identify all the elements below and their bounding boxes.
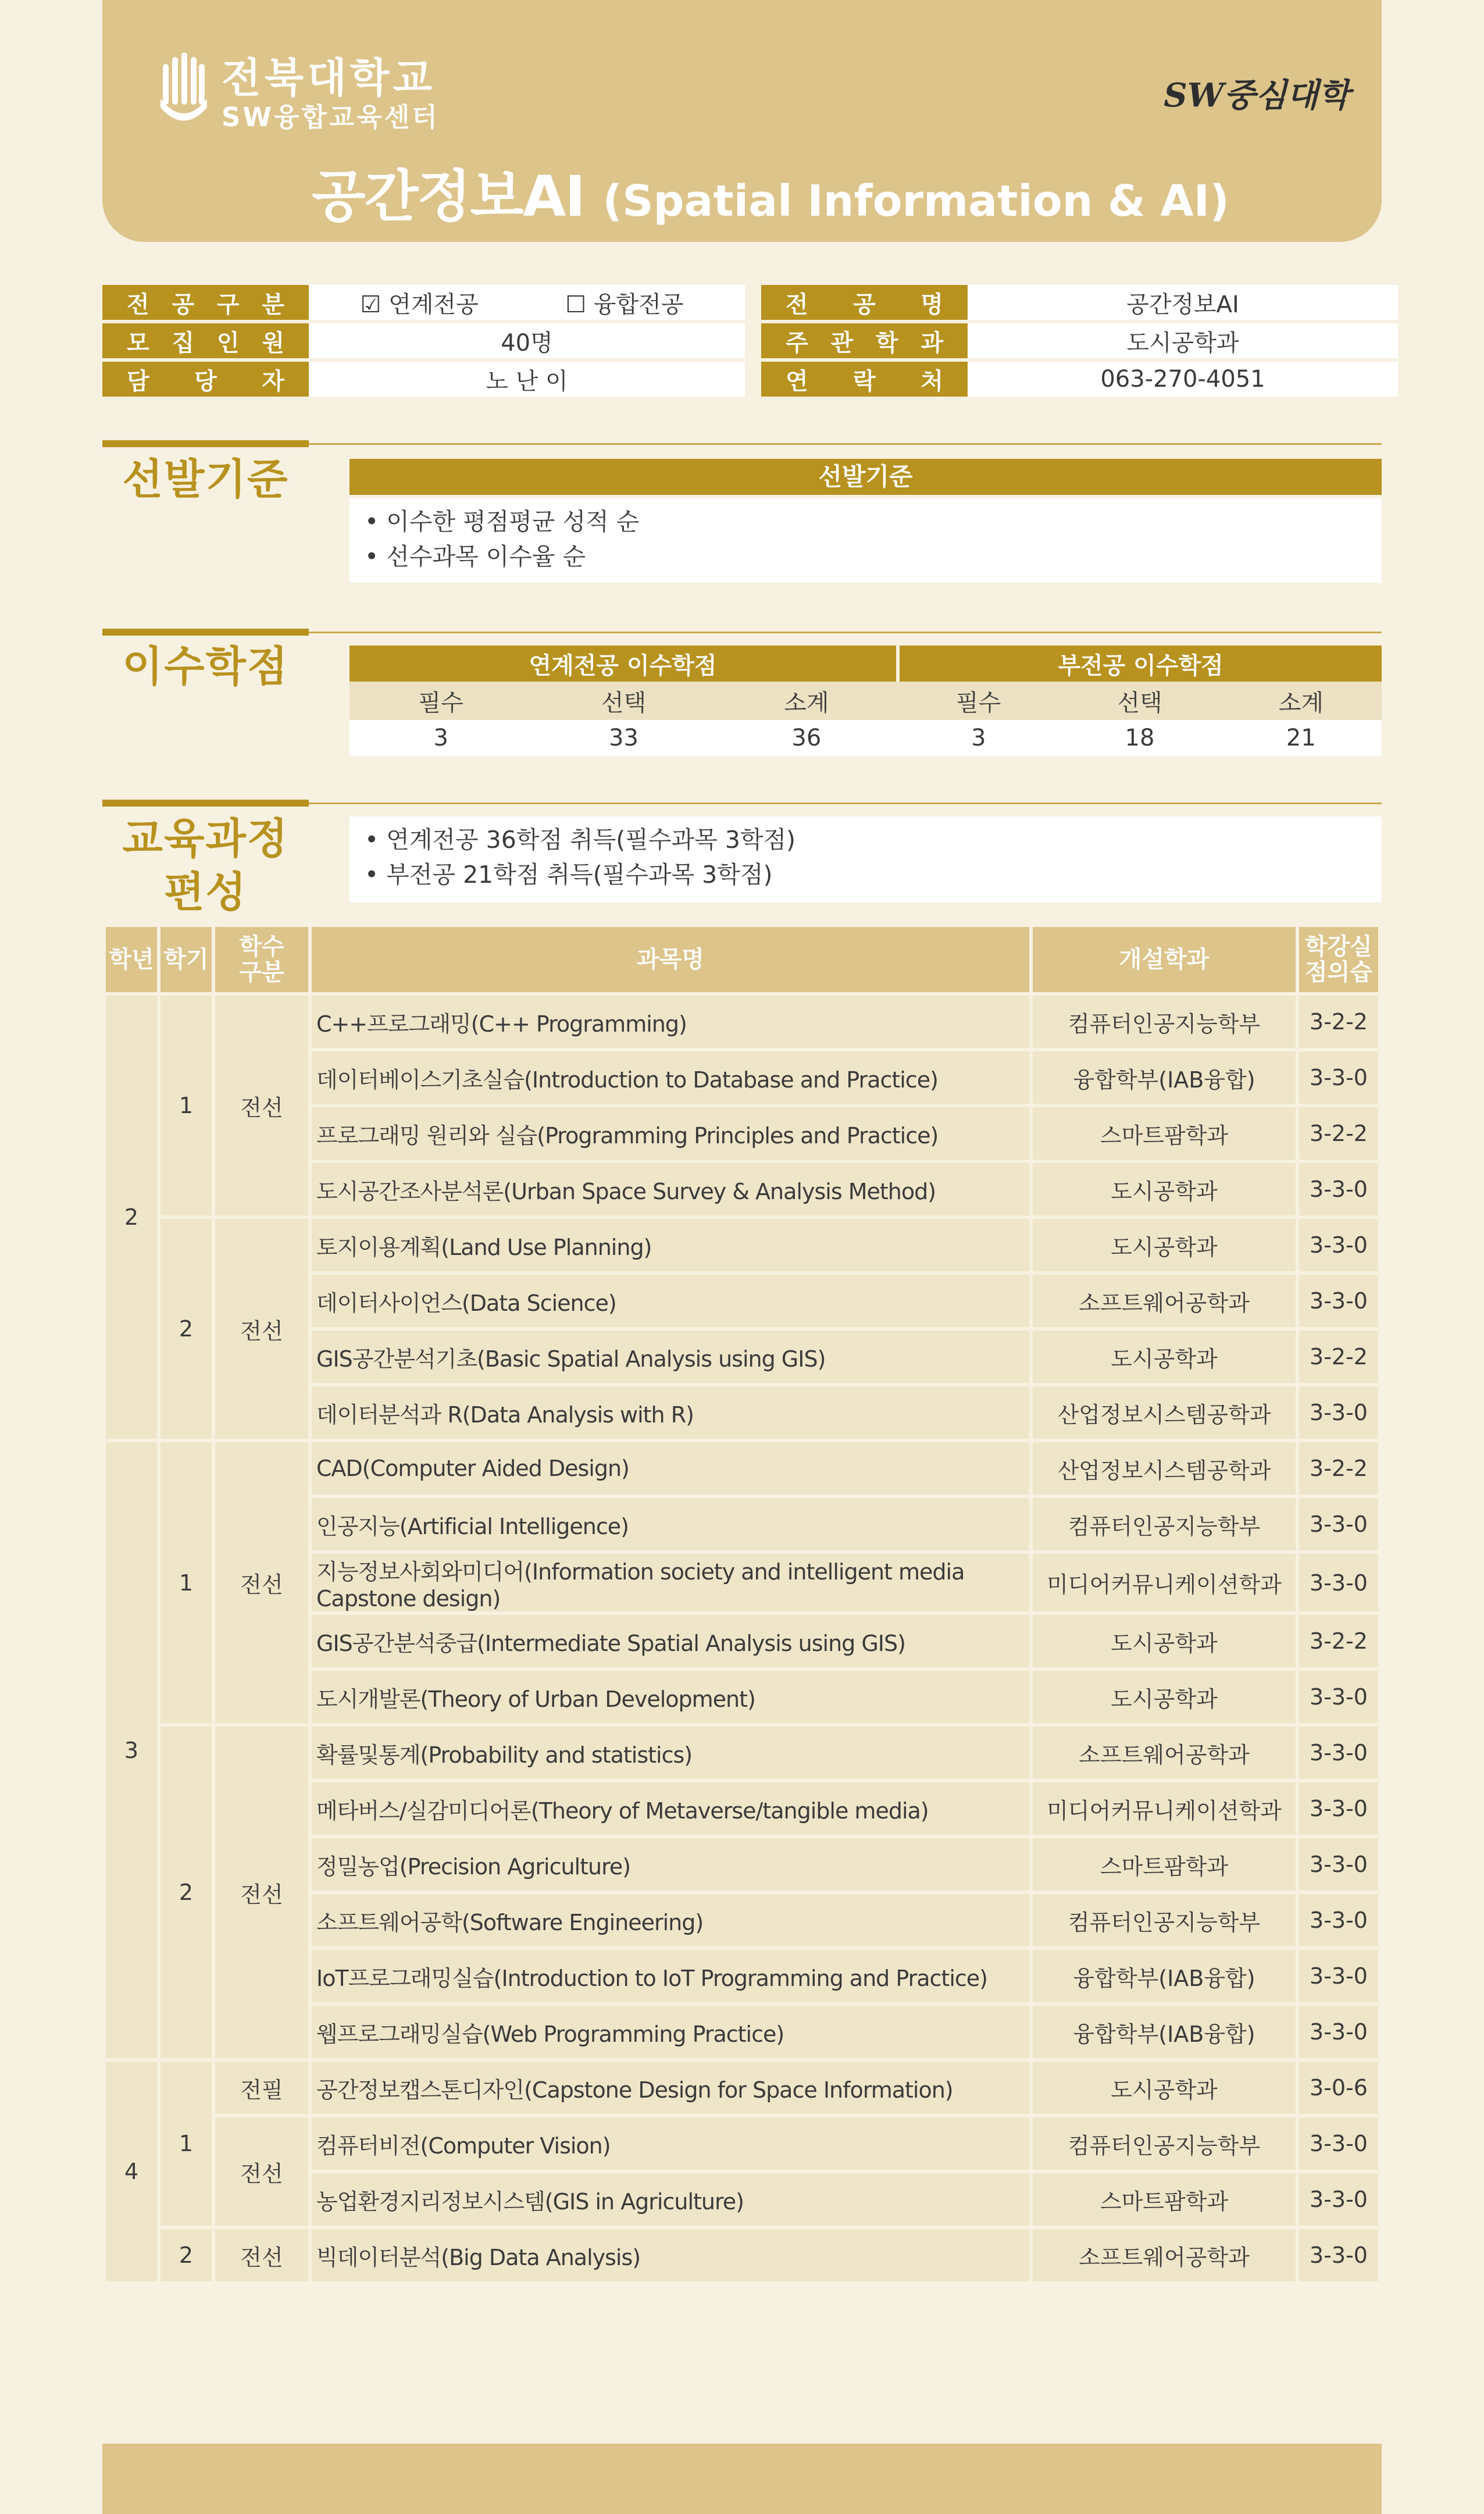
semester-cell: 2 <box>160 1727 212 2058</box>
course-type-cell: 전선 <box>215 2229 308 2281</box>
sw-university-badge: SW중심대학 <box>1164 76 1350 115</box>
offering-dept-cell: 미디어커뮤니케이션학과 <box>1033 1554 1296 1611</box>
major-name-value: 공간정보AI <box>968 285 1398 320</box>
course-name-cell: 데이터분석과 R(Data Analysis with R) <box>312 1386 1029 1439</box>
credit-subheader: 필수 <box>349 682 532 720</box>
credit-breakdown-cell: 3-3-0 <box>1299 1163 1378 1215</box>
offering-dept-cell: 스마트팜학과 <box>1033 1107 1296 1160</box>
selection-table-header: 선발기준 <box>349 459 1382 495</box>
course-name-cell: 데이터베이스기초실습(Introduction to Database and Practice) <box>312 1051 1029 1104</box>
course-name-cell: 메타버스/실감미디어론(Theory of Metaverse/tangible media) <box>312 1782 1029 1835</box>
offering-dept-cell: 융합학부(IAB융합) <box>1033 1051 1296 1104</box>
credit-breakdown-cell: 3-3-0 <box>1299 1051 1378 1104</box>
course-type-cell: 전선 <box>215 1727 308 2058</box>
credit-subheader: 소계 <box>1221 682 1382 720</box>
semester-cell: 1 <box>160 1442 212 1723</box>
offering-dept-header: 개설학과 <box>1033 927 1296 992</box>
credit-breakdown-cell: 3-3-0 <box>1299 1782 1378 1835</box>
credit-breakdown-cell: 3-3-0 <box>1299 1727 1378 1779</box>
credit-breakdown-cell: 3-3-0 <box>1299 2006 1378 2058</box>
course-type-header: 학수 구분 <box>215 927 308 992</box>
footer-bar <box>102 2444 1382 2514</box>
course-name-cell: 지능정보사회와미디어(Information society and intelligent media Capstone design) <box>312 1554 1029 1611</box>
manager-label: 담 당 자 <box>102 362 309 397</box>
title-korean: 공간정보AI <box>312 164 584 229</box>
credit-subheader: 선택 <box>1059 682 1220 720</box>
credit-breakdown-cell: 3-0-6 <box>1299 2062 1378 2114</box>
offering-dept-cell: 스마트팜학과 <box>1033 1838 1296 1891</box>
course-name-cell: GIS공간분석기초(Basic Spatial Analysis using GIS) <box>312 1331 1029 1383</box>
credit-value: 21 <box>1221 720 1382 756</box>
offering-dept-cell: 도시공학과 <box>1033 1163 1296 1215</box>
offering-dept-cell: 소프트웨어공학과 <box>1033 2229 1296 2281</box>
major-name-label: 전 공 명 <box>761 285 968 320</box>
page-header <box>102 0 1382 242</box>
credit-subheader: 소계 <box>715 682 898 720</box>
offering-dept-cell: 도시공학과 <box>1033 1615 1296 1667</box>
major-type-converged-checkbox: ☐ 융합전공 <box>565 291 684 318</box>
university-emblem-icon <box>160 52 207 122</box>
section-divider-thick <box>102 800 309 807</box>
credit-value: 33 <box>532 720 715 756</box>
credits-table <box>349 646 1382 756</box>
course-name-cell: 토지이용계획(Land Use Planning) <box>312 1219 1029 1271</box>
course-type-cell: 전선 <box>215 1219 308 1439</box>
course-name-cell: 확률및통계(Probability and statistics) <box>312 1727 1029 1779</box>
capacity-label: 모 집 인 원 <box>102 323 309 358</box>
credit-subheader: 선택 <box>532 682 715 720</box>
course-name-cell: GIS공간분석중급(Intermediate Spatial Analysis using GIS) <box>312 1615 1029 1667</box>
host-dept-value: 도시공학과 <box>968 323 1398 358</box>
curriculum-table <box>102 923 1382 2285</box>
course-type-cell: 전선 <box>215 2117 308 2226</box>
offering-dept-cell: 컴퓨터인공지능학부 <box>1033 1498 1296 1550</box>
credit-value: 18 <box>1059 720 1220 756</box>
year-cell: 3 <box>106 1442 157 2058</box>
host-dept-label: 주 관 학 과 <box>761 323 968 358</box>
curriculum-section-title <box>102 812 309 919</box>
curriculum-notes <box>349 816 1382 903</box>
linked-major-credits-header: 연계전공 이수학점 <box>349 646 898 682</box>
year-cell: 4 <box>106 2062 157 2281</box>
offering-dept-cell: 미디어커뮤니케이션학과 <box>1033 1782 1296 1835</box>
offering-dept-cell: 도시공학과 <box>1033 2062 1296 2114</box>
offering-dept-cell: 산업정보시스템공학과 <box>1033 1442 1296 1495</box>
offering-dept-cell: 도시공학과 <box>1033 1671 1296 1723</box>
list-item: • 선수과목 이수율 순 <box>365 543 586 570</box>
curriculum-title-line2: 편성 <box>163 868 248 917</box>
major-type-value <box>309 285 745 320</box>
credit-breakdown-cell: 3-3-0 <box>1299 1219 1378 1271</box>
list-item: • 이수한 평점평균 성적 순 <box>365 508 640 536</box>
selection-section-title: 선발기준 <box>122 455 289 504</box>
credit-breakdown-cell: 3-2-2 <box>1299 1331 1378 1383</box>
course-name-header: 과목명 <box>312 927 1029 992</box>
title-english: (Spatial Information & AI) <box>602 176 1229 226</box>
year-cell: 2 <box>106 996 157 1439</box>
contact-label: 연 락 처 <box>761 362 968 397</box>
table-row <box>106 2229 1378 2281</box>
course-name-cell: 정밀농업(Precision Agriculture) <box>312 1838 1029 1891</box>
credits-section-title: 이수학점 <box>122 642 289 691</box>
selection-criteria-list <box>349 498 1382 583</box>
course-name-cell: 데이터사이언스(Data Science) <box>312 1275 1029 1327</box>
section-divider <box>309 803 1382 804</box>
offering-dept-cell: 융합학부(IAB융합) <box>1033 2006 1296 2058</box>
offering-dept-cell: 도시공학과 <box>1033 1331 1296 1383</box>
credit-breakdown-cell: 3-2-2 <box>1299 996 1378 1048</box>
major-type-label: 전 공 구 분 <box>102 285 309 320</box>
offering-dept-cell: 스마트팜학과 <box>1033 2173 1296 2226</box>
credit-breakdown-cell: 3-3-0 <box>1299 1894 1378 1946</box>
credit-breakdown-cell: 3-3-0 <box>1299 1498 1378 1550</box>
curriculum-title-line1: 교육과정 <box>122 814 289 863</box>
credit-breakdown-cell: 3-3-0 <box>1299 1838 1378 1891</box>
section-divider <box>309 443 1382 445</box>
course-type-cell: 전선 <box>215 1442 308 1723</box>
credit-breakdown-cell: 3-3-0 <box>1299 2173 1378 2226</box>
course-name-cell: 컴퓨터비전(Computer Vision) <box>312 2117 1029 2170</box>
list-item: • 부전공 21학점 취득(필수과목 3학점) <box>365 861 773 889</box>
table-row <box>106 1219 1378 1271</box>
table-row <box>106 2117 1378 2170</box>
credit-breakdown-cell: 3-3-0 <box>1299 1950 1378 2002</box>
manager-value: 노 난 이 <box>309 362 745 397</box>
course-name-cell: 프로그래밍 원리와 실습(Programming Principles and Practice) <box>312 1107 1029 1160</box>
course-name-cell: 도시개발론(Theory of Urban Development) <box>312 1671 1029 1723</box>
table-row <box>106 1727 1378 1779</box>
course-name-cell: 웹프로그래밍실습(Web Programming Practice) <box>312 2006 1029 2058</box>
center-name: SW융합교육센터 <box>222 102 440 133</box>
credit-breakdown-cell: 3-3-0 <box>1299 1671 1378 1723</box>
credit-breakdown-cell: 3-2-2 <box>1299 1107 1378 1160</box>
semester-cell: 1 <box>160 2062 212 2226</box>
table-row <box>106 996 1378 1048</box>
course-name-cell: 농업환경지리정보시스템(GIS in Agriculture) <box>312 2173 1029 2226</box>
university-name: 전북대학교 <box>222 54 436 102</box>
credit-value: 36 <box>715 720 898 756</box>
credit-value: 3 <box>349 720 532 756</box>
offering-dept-cell: 소프트웨어공학과 <box>1033 1727 1296 1779</box>
credit-breakdown-cell: 3-3-0 <box>1299 2229 1378 2281</box>
offering-dept-cell: 융합학부(IAB융합) <box>1033 1950 1296 2002</box>
course-name-cell: 소프트웨어공학(Software Engineering) <box>312 1894 1029 1946</box>
credit-breakdown-cell: 3-2-2 <box>1299 1615 1378 1667</box>
section-divider-thick <box>102 440 309 447</box>
capacity-value: 40명 <box>309 323 745 358</box>
credit-breakdown-cell: 3-3-0 <box>1299 1554 1378 1611</box>
credit-breakdown-cell: 3-2-2 <box>1299 1442 1378 1495</box>
course-name-cell: IoT프로그래밍실습(Introduction to IoT Programming and Practice) <box>312 1950 1029 2002</box>
section-divider-thick <box>102 629 309 636</box>
credit-value: 3 <box>898 720 1059 756</box>
offering-dept-cell: 컴퓨터인공지능학부 <box>1033 2117 1296 2170</box>
course-type-cell: 전선 <box>215 996 308 1215</box>
page-title <box>312 152 1229 232</box>
course-name-cell: 빅데이터분석(Big Data Analysis) <box>312 2229 1029 2281</box>
contact-value: 063-270-4051 <box>968 362 1398 397</box>
major-type-linked-checkbox: ☑ 연계전공 <box>360 291 479 318</box>
offering-dept-cell: 소프트웨어공학과 <box>1033 1275 1296 1327</box>
semester-cell: 2 <box>160 2229 212 2281</box>
offering-dept-cell: 도시공학과 <box>1033 1219 1296 1271</box>
table-row <box>106 2062 1378 2114</box>
course-name-cell: 공간정보캡스톤디자인(Capstone Design for Space Information) <box>312 2062 1029 2114</box>
semester-cell: 2 <box>160 1219 212 1439</box>
program-info-table <box>102 281 1398 400</box>
credit-subheader: 필수 <box>898 682 1059 720</box>
offering-dept-cell: 산업정보시스템공학과 <box>1033 1386 1296 1439</box>
minor-credits-header: 부전공 이수학점 <box>898 646 1382 682</box>
offering-dept-cell: 컴퓨터인공지능학부 <box>1033 1894 1296 1946</box>
offering-dept-cell: 컴퓨터인공지능학부 <box>1033 996 1296 1048</box>
table-row <box>106 1442 1378 1495</box>
credit-breakdown-cell: 3-3-0 <box>1299 1386 1378 1439</box>
credit-breakdown-header: 학강실 점의습 <box>1299 927 1378 992</box>
semester-header: 학기 <box>160 927 212 992</box>
course-name-cell: 인공지능(Artificial Intelligence) <box>312 1498 1029 1550</box>
credit-breakdown-cell: 3-3-0 <box>1299 2117 1378 2170</box>
year-header: 학년 <box>106 927 157 992</box>
semester-cell: 1 <box>160 996 212 1215</box>
course-name-cell: C++프로그래밍(C++ Programming) <box>312 996 1029 1048</box>
course-type-cell: 전필 <box>215 2062 308 2114</box>
course-name-cell: 도시공간조사분석론(Urban Space Survey & Analysis Method) <box>312 1163 1029 1215</box>
list-item: • 연계전공 36학점 취득(필수과목 3학점) <box>365 826 796 854</box>
course-name-cell: CAD(Computer Aided Design) <box>312 1442 1029 1495</box>
credit-breakdown-cell: 3-3-0 <box>1299 1275 1378 1327</box>
section-divider <box>309 632 1382 633</box>
